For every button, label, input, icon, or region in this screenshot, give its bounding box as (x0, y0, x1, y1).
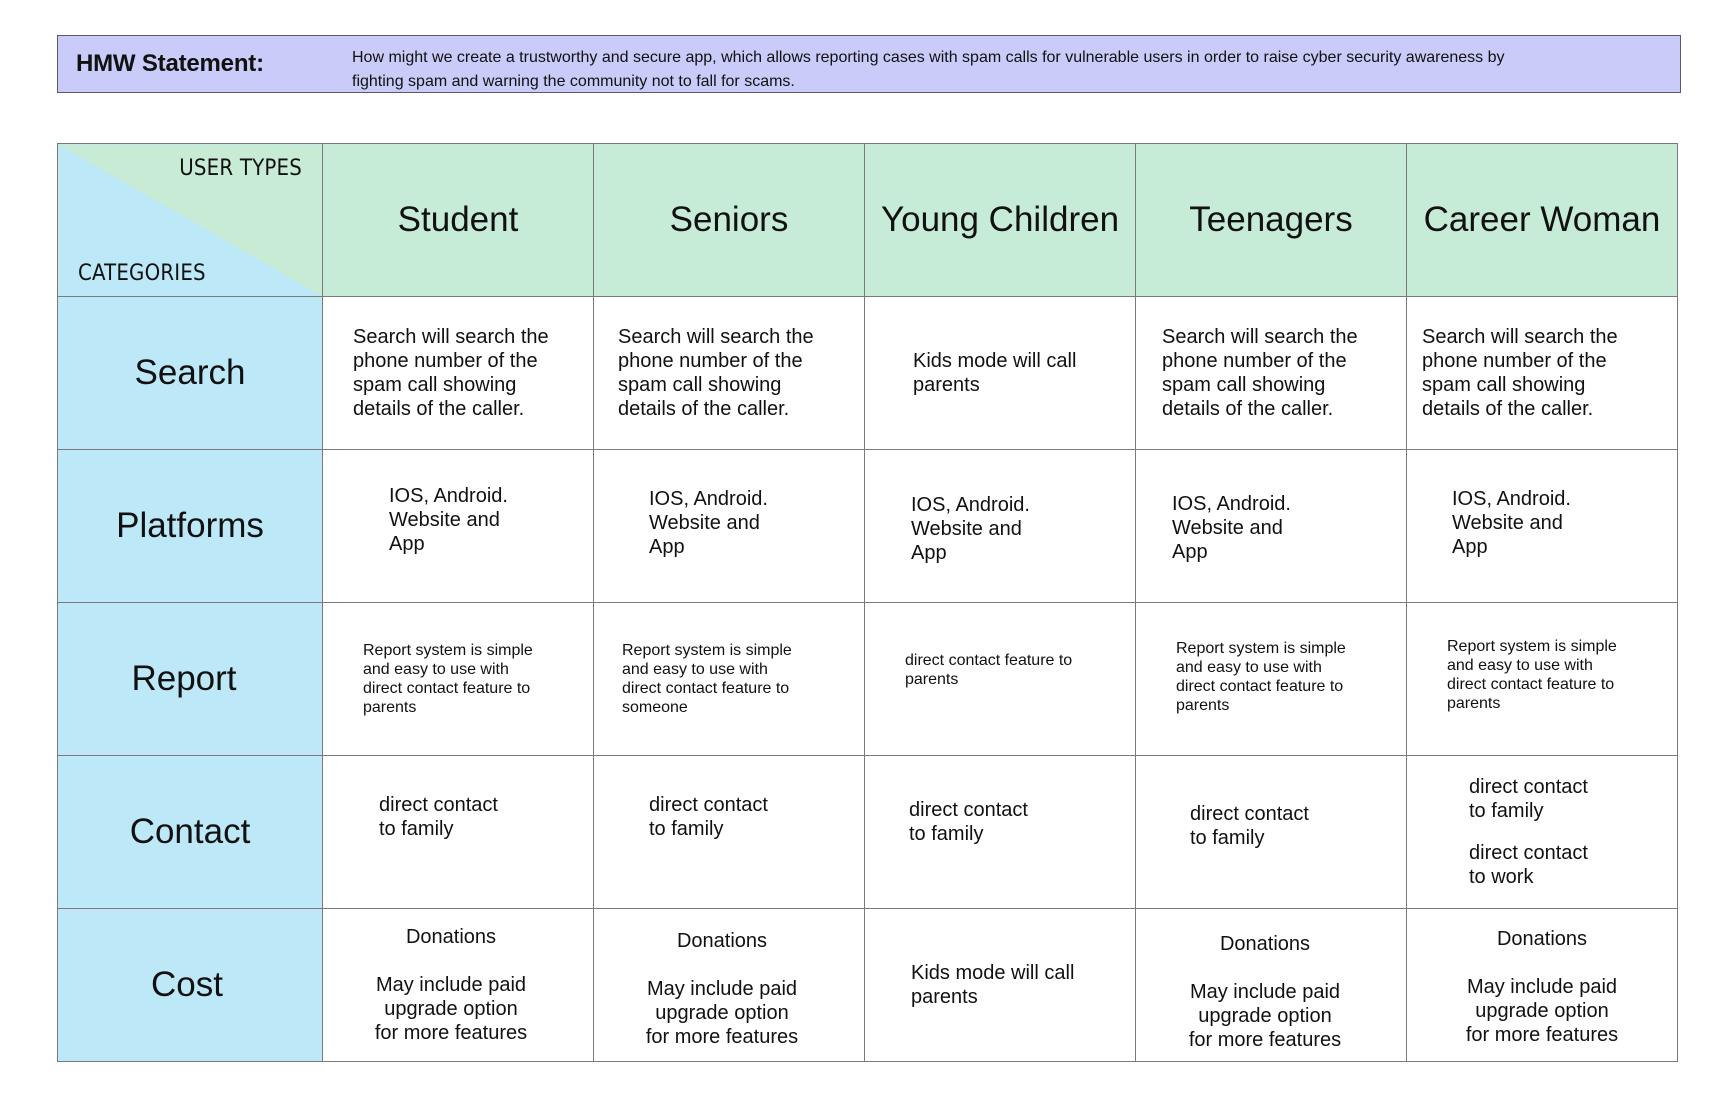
cell-line: for more features (1188, 1029, 1342, 1051)
cell-line: spam call showing (1422, 374, 1586, 396)
cell-line: Search will search the (618, 326, 814, 348)
cell-line: direct contact feature to (905, 652, 1073, 669)
cell-line: phone number of the (1422, 350, 1607, 372)
cell-line: App (389, 533, 425, 555)
cell-line: parents (905, 671, 959, 688)
cell-line: App (911, 542, 947, 564)
cell-line: Donations (405, 926, 497, 948)
cell-line: parents (913, 374, 980, 396)
cell-platforms-young-children (865, 450, 1136, 603)
cell-contact-seniors (594, 756, 865, 909)
cell-line: Website and (389, 509, 500, 531)
category-contact: Contact (58, 756, 323, 909)
row-search (58, 297, 1678, 450)
cell-line: phone number of the (1162, 350, 1347, 372)
user-type-student: Student (323, 144, 594, 297)
row-report (58, 603, 1678, 756)
cell-line: May include paid (1189, 981, 1341, 1003)
cell-line: and easy to use with (1447, 657, 1593, 674)
cell-line: to work (1469, 866, 1534, 888)
corner-cell (58, 144, 323, 297)
cell-line: Website and (1452, 512, 1563, 534)
hmw-text-line: fighting spam and warning the community not to fall for scams. (352, 73, 795, 90)
cell-line: Donations (1219, 933, 1311, 955)
cell-line: IOS, Android. (1172, 493, 1291, 515)
cell-line: parents (1447, 695, 1501, 712)
cell-line: direct contact feature to (1176, 678, 1344, 695)
cell-line: details of the caller. (618, 398, 790, 420)
cell-platforms-student (323, 450, 594, 603)
cell-line: direct contact (1190, 803, 1309, 825)
cell-line: for more features (645, 1026, 799, 1048)
cell-line: May include paid (1466, 976, 1618, 998)
user-type-young-children: Young Children (865, 144, 1136, 297)
user-matrix-table (57, 143, 1678, 1062)
cell-line: details of the caller. (1422, 398, 1594, 420)
cell-line: and easy to use with (1176, 659, 1322, 676)
user-type-career-woman: Career Woman (1407, 144, 1678, 297)
category-report: Report (58, 603, 323, 756)
cell-line: Kids mode will call (911, 962, 1075, 984)
cell-line: spam call showing (618, 374, 782, 396)
cell-line: to family (909, 823, 984, 845)
cell-line: IOS, Android. (389, 485, 508, 507)
categories-label: CATEGORIES (78, 261, 206, 286)
cell-line: Report system is simple (363, 642, 533, 659)
cell-line: to family (1469, 800, 1544, 822)
cell-line: details of the caller. (1162, 398, 1334, 420)
cell-line: for more features (1465, 1024, 1619, 1046)
cell-line: direct contact (909, 799, 1028, 821)
cell-cost-seniors (594, 909, 865, 1062)
cell-line: spam call showing (353, 374, 517, 396)
cell-line: parents (911, 986, 978, 1008)
cell-line: upgrade option (655, 1002, 789, 1024)
row-cost (58, 909, 1678, 1062)
cell-line: parents (363, 699, 417, 716)
cell-line: direct contact feature to (1447, 676, 1615, 693)
cell-line: spam call showing (1162, 374, 1326, 396)
cell-search-teenagers (1136, 297, 1407, 450)
cell-cost-career-woman (1407, 909, 1678, 1062)
cell-line: phone number of the (353, 350, 538, 372)
cell-report-seniors (594, 603, 865, 756)
cell-line: Report system is simple (622, 642, 792, 659)
cell-platforms-teenagers (1136, 450, 1407, 603)
cell-line: IOS, Android. (1452, 488, 1571, 510)
cell-line: Report system is simple (1176, 640, 1346, 657)
cell-line: to family (649, 818, 724, 840)
cell-cost-student (323, 909, 594, 1062)
cell-line: someone (622, 699, 688, 716)
cell-line: direct contact feature to (622, 680, 790, 697)
cell-cost-young-children (865, 909, 1136, 1062)
cell-line: Search will search the (353, 326, 549, 348)
row-contact (58, 756, 1678, 909)
header-row (58, 144, 1678, 297)
cell-search-student (323, 297, 594, 450)
cell-line: Website and (649, 512, 760, 534)
cell-line: Search will search the (1422, 326, 1618, 348)
row-platforms (58, 450, 1678, 603)
hmw-text (352, 46, 1602, 94)
cell-line: IOS, Android. (911, 494, 1030, 516)
cell-line: direct contact (379, 794, 498, 816)
cell-cost-teenagers (1136, 909, 1407, 1062)
hmw-label: HMW Statement: (76, 50, 264, 77)
cell-line: phone number of the (618, 350, 803, 372)
cell-line: App (1172, 541, 1208, 563)
cell-line: upgrade option (384, 998, 518, 1020)
cell-line: App (1452, 536, 1488, 558)
cell-platforms-career-woman (1407, 450, 1678, 603)
user-type-teenagers: Teenagers (1136, 144, 1407, 297)
cell-line: Donations (1496, 928, 1588, 950)
cell-line: Search will search the (1162, 326, 1358, 348)
cell-line: to family (1190, 827, 1265, 849)
cell-line: direct contact (1469, 776, 1588, 798)
cell-line: parents (1176, 697, 1230, 714)
cell-platforms-seniors (594, 450, 865, 603)
hmw-text-line: How might we create a trustworthy and secure app, which allows reporting cases with spam calls for vulnerable users in order to raise cyber security awareness by (352, 49, 1505, 66)
cell-line: App (649, 536, 685, 558)
category-search: Search (58, 297, 323, 450)
cell-contact-teenagers (1136, 756, 1407, 909)
user-types-label: USER TYPES (179, 156, 302, 181)
cell-line: details of the caller. (353, 398, 525, 420)
cell-line: Website and (1172, 517, 1283, 539)
cell-line: upgrade option (1198, 1005, 1332, 1027)
cell-line: direct contact feature to (363, 680, 531, 697)
cell-line: direct contact (1469, 842, 1588, 864)
cell-line: Donations (676, 930, 768, 952)
cell-line: and easy to use with (622, 661, 768, 678)
cell-report-teenagers (1136, 603, 1407, 756)
user-type-seniors: Seniors (594, 144, 865, 297)
cell-line: direct contact (649, 794, 768, 816)
cell-line: for more features (374, 1022, 528, 1044)
hmw-statement-banner (57, 35, 1681, 93)
cell-line: to family (379, 818, 454, 840)
cell-line: upgrade option (1475, 1000, 1609, 1022)
cell-contact-career-woman (1407, 756, 1678, 909)
cell-line: IOS, Android. (649, 488, 768, 510)
cell-line: May include paid (646, 978, 798, 1000)
cell-contact-young-children (865, 756, 1136, 909)
category-cost: Cost (58, 909, 323, 1062)
cell-line: May include paid (375, 974, 527, 996)
cell-contact-student (323, 756, 594, 909)
cell-report-student (323, 603, 594, 756)
cell-search-career-woman (1407, 297, 1678, 450)
cell-line: Report system is simple (1447, 638, 1617, 655)
category-platforms: Platforms (58, 450, 323, 603)
cell-search-young-children (865, 297, 1136, 450)
cell-report-young-children (865, 603, 1136, 756)
cell-line: Website and (911, 518, 1022, 540)
cell-search-seniors (594, 297, 865, 450)
cell-line: and easy to use with (363, 661, 509, 678)
cell-line: Kids mode will call (913, 350, 1077, 372)
cell-report-career-woman (1407, 603, 1678, 756)
